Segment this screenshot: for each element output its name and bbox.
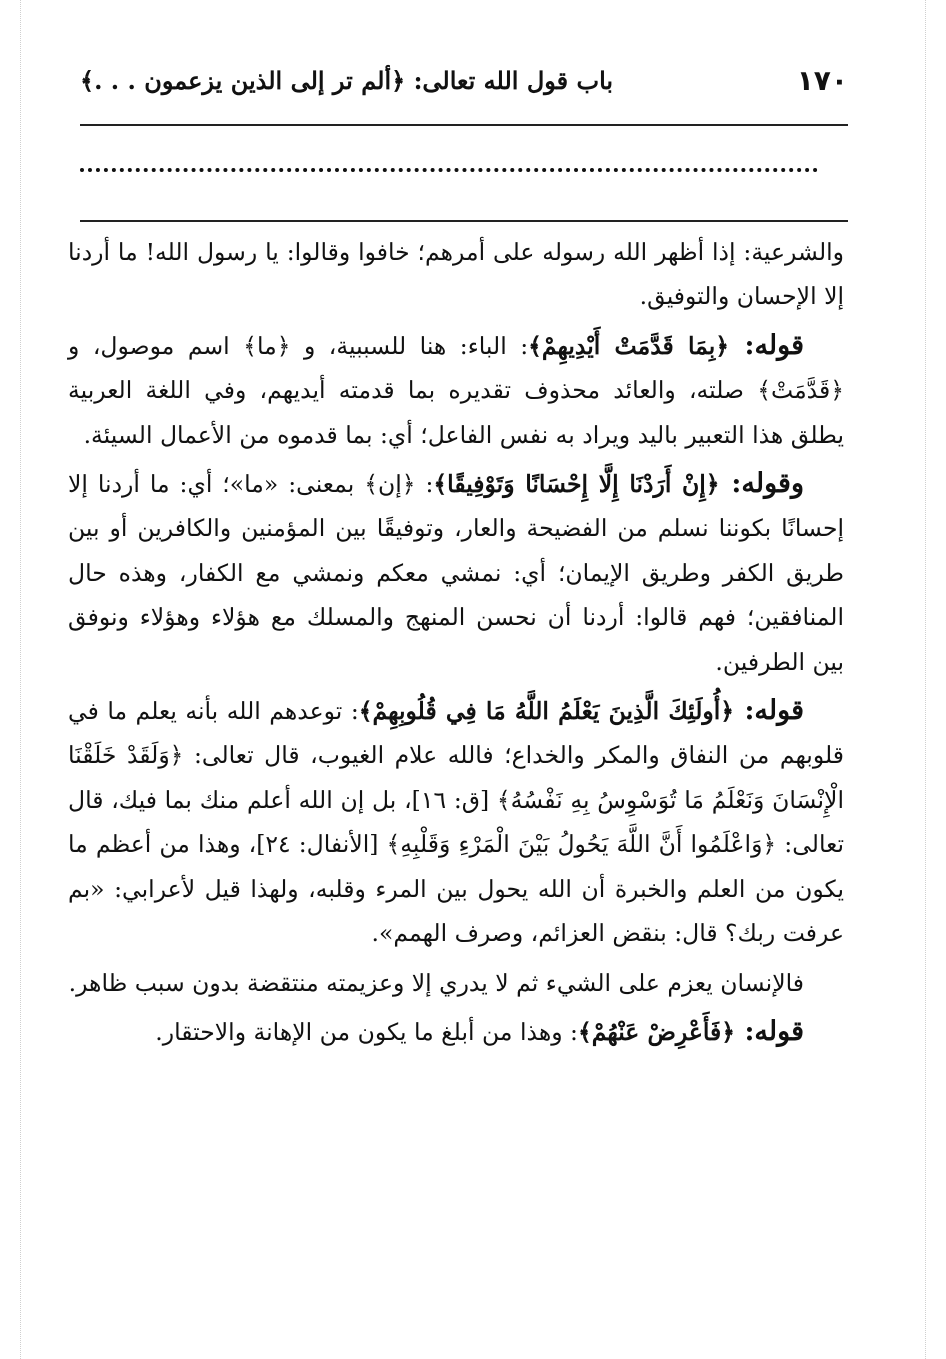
quran-verse: ﴿بِمَا قَدَّمَتْ أَيْدِيهِمْ﴾ — [528, 331, 730, 360]
paragraph-lead: قوله: — [729, 329, 804, 361]
page-header — [80, 60, 848, 110]
quran-verse: ﴿فَأَعْرِضْ عَنْهُمْ﴾ — [577, 1017, 736, 1046]
scan-artifact-dots — [20, 0, 21, 1359]
header-rule — [80, 124, 848, 126]
paragraph — [68, 1010, 844, 1054]
scan-artifact-dots — [925, 0, 926, 1359]
running-title: باب قول الله تعالى: ﴿ألم تر إلى الذين يزعمون . . .﴾ — [80, 66, 614, 95]
paragraph-text: : الباء: هنا للسببية، و ﴿ما﴾ اسم موصول، و ﴿قَدَّمَتْ﴾ صلته، والعائد محذوف تقديره بما قدمته أيديهم، وفي اللغة العربية يطلق هذا التعبير باليد ويراد به نفس الفاعل؛ أي: بما قدموه من الأعمال السيئة. — [68, 331, 844, 449]
paragraph-text: : ﴿إن﴾ بمعنى: «ما»؛ أي: ما أردنا إلا إحسانًا بكوننا نسلم من الفضيحة والعار، وتوفيقًا بين المؤمنين والكافرين أو بين طريق الكفر وطريق الإيمان؛ أي: نمشي معكم ونمشي مع الكفار، وهذه حال المنافقين؛ فهم قالوا: أردنا أن نحسن المنهج والمسلك مع هؤلاء وهؤلاء ونوفق بين الطرفين. — [68, 470, 844, 676]
paragraph — [68, 462, 844, 684]
paragraph — [68, 689, 844, 955]
quran-verse: ﴿إِنْ أَرَدْنَا إِلَّا إِحْسَانًا وَتَوْفِيقًا﴾ — [433, 470, 720, 499]
paragraph-text: : وهذا من أبلغ ما يكون من الإهانة والاحتقار. — [155, 1017, 578, 1046]
paragraph-lead: قوله: — [734, 695, 804, 727]
paragraph-lead: وقوله: — [719, 468, 804, 500]
body-text — [68, 230, 844, 1059]
paragraph — [68, 324, 844, 457]
paragraph-lead: قوله: — [735, 1015, 804, 1047]
quran-verse: ﴿أُولَئِكَ الَّذِينَ يَعْلَمُ اللَّهُ مَا فِي قُلُوبِهِمْ﴾ — [358, 697, 735, 726]
paragraph-text: فالإنسان يعزم على الشيء ثم لا يدري إلا وعزيمته منتقضة بدون سبب ظاهر. — [68, 968, 804, 997]
dotted-separator — [80, 168, 818, 172]
section-rule — [80, 220, 848, 222]
page-number: ١٧٠ — [796, 64, 848, 97]
paragraph — [68, 230, 844, 319]
paragraph-text: والشرعية: إذا أظهر الله رسوله على أمرهم؛ خافوا وقالوا: يا رسول الله! ما أردنا إلا الإحسان والتوفيق. — [68, 238, 844, 311]
paragraph — [68, 961, 844, 1005]
paragraph-text: : توعدهم الله بأنه يعلم ما في قلوبهم من النفاق والمكر والخداع؛ فالله علام الغيوب، قال تعالى: ﴿وَلَقَدْ خَلَقْنَا الْإِنْسَانَ وَنَعْلَمُ مَا تُوَسْوِسُ بِهِ نَفْسُهُ﴾ [ق: ١٦]، بل إن الله أعلم منك بما فيك، قال تعالى: ﴿وَاعْلَمُوا أَنَّ اللَّهَ يَحُولُ بَيْنَ الْمَرْءِ وَقَلْبِهِ﴾ [الأنفال: ٢٤]، وهذا من أعظم ما يكون من العلم والخبرة أن الله يحول بين المرء وقلبه، ولهذا قيل لأعرابي: «بم عرفت ربك؟ قال: بنقض العزائم، وصرف الهمم». — [68, 697, 844, 948]
